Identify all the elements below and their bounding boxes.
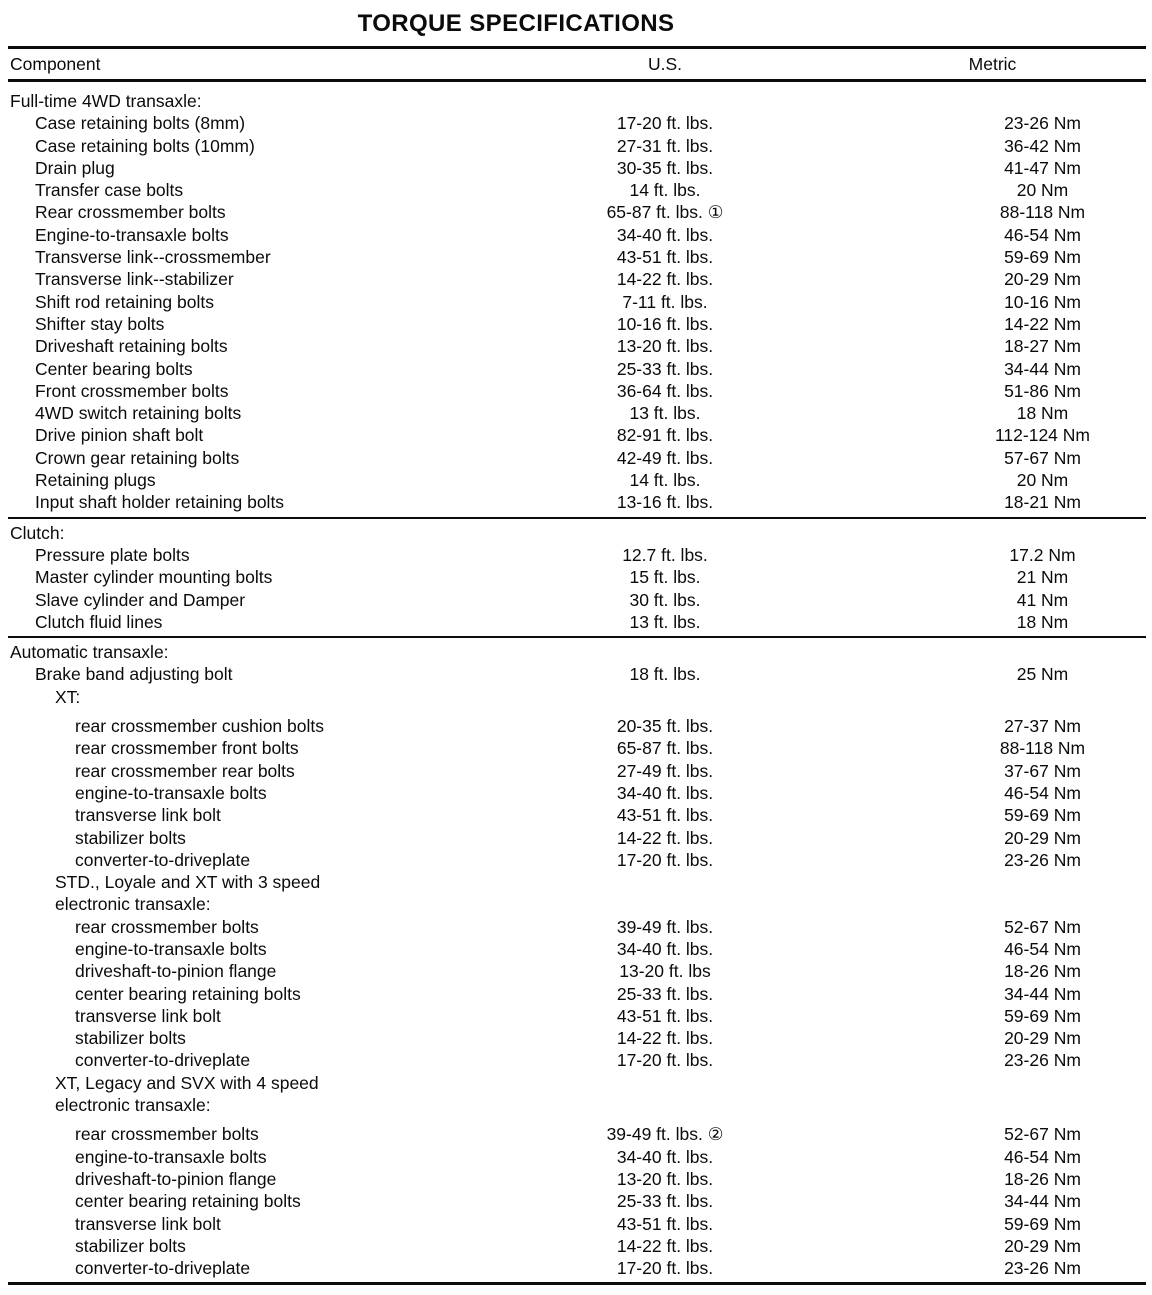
component-cell: transverse link bolt — [75, 1213, 221, 1234]
component-cell: converter-to-driveplate — [75, 1258, 251, 1279]
us-value-cell: 43-51 ft. lbs. — [616, 247, 714, 268]
table-row — [0, 737, 1152, 759]
us-value-cell — [497, 522, 833, 544]
us-value-cell — [497, 871, 833, 893]
component-cell: stabilizer bolts — [75, 1028, 186, 1049]
metric-value-cell: 18 Nm — [1016, 611, 1069, 632]
table-row — [0, 715, 1152, 737]
us-value-cell: 34-40 ft. lbs. — [616, 938, 714, 959]
table-bottom-rule — [8, 1282, 1146, 1285]
metric-value-cell — [833, 871, 1152, 893]
us-value-cell: 13-20 ft. lbs. — [616, 1168, 714, 1189]
us-value-cell — [497, 1072, 833, 1094]
table-row — [0, 491, 1152, 513]
us-value-cell: 39-49 ft. lbs. — [616, 916, 714, 937]
metric-value-cell — [833, 90, 1152, 112]
column-header-metric: Metric — [968, 53, 1017, 74]
metric-value-cell: 46-54 Nm — [1004, 782, 1081, 803]
metric-value-cell — [833, 893, 1152, 915]
component-cell: transverse link bolt — [75, 1005, 221, 1026]
component-cell: Transverse link--crossmember — [35, 247, 271, 268]
component-cell: rear crossmember cushion bolts — [75, 716, 324, 737]
metric-value-cell: 23-26 Nm — [1004, 113, 1081, 134]
us-value-cell: 13-16 ft. lbs. — [616, 492, 714, 513]
metric-value-cell: 18-21 Nm — [1004, 492, 1081, 513]
component-cell: rear crossmember rear bolts — [75, 760, 295, 781]
table-row — [0, 1123, 1152, 1145]
metric-value-cell: 34-44 Nm — [1004, 1191, 1081, 1212]
component-cell: 4WD switch retaining bolts — [35, 403, 242, 424]
us-value-cell: 65-87 ft. lbs. ① — [606, 202, 724, 223]
metric-value-cell: 59-69 Nm — [1004, 1213, 1081, 1234]
metric-value-cell: 18-26 Nm — [1004, 961, 1081, 982]
table-row — [0, 1190, 1152, 1212]
table-row — [0, 849, 1152, 871]
us-value-cell: 36-64 ft. lbs. — [616, 380, 714, 401]
component-cell: Center bearing bolts — [35, 358, 193, 379]
table-row — [0, 246, 1152, 268]
us-value-cell: 14-22 ft. lbs. — [616, 827, 714, 848]
us-value-cell: 25-33 ft. lbs. — [616, 983, 714, 1004]
column-header-component: Component — [10, 53, 101, 74]
us-value-cell: 34-40 ft. lbs. — [616, 224, 714, 245]
metric-value-cell: 34-44 Nm — [1004, 983, 1081, 1004]
component-cell: Case retaining bolts (10mm) — [35, 135, 255, 156]
table-row — [0, 663, 1152, 685]
component-cell: Brake band adjusting bolt — [35, 664, 233, 685]
table-body — [0, 90, 1152, 1279]
component-cell: Front crossmember bolts — [35, 380, 229, 401]
us-value-cell: 15 ft. lbs. — [629, 567, 701, 588]
component-cell: driveshaft-to-pinion flange — [75, 961, 277, 982]
header-bottom-rule — [8, 79, 1146, 82]
metric-value-cell: 20-29 Nm — [1004, 827, 1081, 848]
metric-value-cell: 25 Nm — [1016, 664, 1069, 685]
table-row — [0, 424, 1152, 446]
table-row — [0, 1027, 1152, 1049]
component-cell: Driveshaft retaining bolts — [35, 336, 228, 357]
component-cell: Automatic transaxle: — [10, 642, 169, 663]
metric-value-cell — [833, 1072, 1152, 1094]
metric-value-cell — [833, 522, 1152, 544]
component-cell: Input shaft holder retaining bolts — [35, 492, 285, 513]
metric-value-cell: 57-67 Nm — [1004, 447, 1081, 468]
component-cell: engine-to-transaxle bolts — [75, 938, 267, 959]
table-row — [0, 402, 1152, 424]
us-value-cell: 14 ft. lbs. — [629, 180, 701, 201]
us-value-cell: 27-31 ft. lbs. — [616, 135, 714, 156]
us-value-cell: 34-40 ft. lbs. — [616, 1146, 714, 1167]
us-value-cell: 14-22 ft. lbs. — [616, 1235, 714, 1256]
us-value-cell: 82-91 ft. lbs. — [616, 425, 714, 446]
metric-value-cell: 18-26 Nm — [1004, 1168, 1081, 1189]
us-value-cell: 13 ft. lbs. — [629, 611, 701, 632]
metric-value-cell: 37-67 Nm — [1004, 760, 1081, 781]
us-value-cell: 34-40 ft. lbs. — [616, 782, 714, 803]
us-value-cell: 43-51 ft. lbs. — [616, 1005, 714, 1026]
metric-value-cell: 10-16 Nm — [1004, 291, 1081, 312]
table-row — [0, 760, 1152, 782]
table-row — [0, 566, 1152, 588]
us-value-cell: 43-51 ft. lbs. — [616, 805, 714, 826]
us-value-cell: 30 ft. lbs. — [629, 589, 701, 610]
us-value-cell: 14-22 ft. lbs. — [616, 269, 714, 290]
table-row — [0, 686, 1152, 708]
metric-value-cell: 34-44 Nm — [1004, 358, 1081, 379]
column-header-us: U.S. — [647, 53, 683, 74]
component-cell: Full-time 4WD transaxle: — [10, 91, 202, 111]
table-row — [0, 871, 1152, 893]
component-cell: Transverse link--stabilizer — [35, 269, 234, 290]
table-row — [0, 112, 1152, 134]
table-row — [0, 1213, 1152, 1235]
table-row — [0, 1146, 1152, 1168]
metric-value-cell: 17.2 Nm — [1009, 544, 1076, 565]
component-cell: rear crossmember front bolts — [75, 738, 299, 759]
us-value-cell — [497, 893, 833, 915]
us-value-cell: 12.7 ft. lbs. — [622, 544, 708, 565]
table-row — [0, 380, 1152, 402]
table-row — [0, 313, 1152, 335]
component-cell: center bearing retaining bolts — [75, 983, 301, 1004]
table-row — [0, 611, 1152, 633]
component-cell: Engine-to-transaxle bolts — [35, 224, 229, 245]
table-row — [0, 522, 1152, 544]
component-cell: converter-to-driveplate — [75, 1050, 251, 1071]
table-header-row — [0, 49, 1152, 79]
us-value-cell: 39-49 ft. lbs. ② — [606, 1124, 724, 1145]
us-value-cell: 17-20 ft. lbs. — [616, 1050, 714, 1071]
metric-value-cell: 41 Nm — [1016, 589, 1069, 610]
component-cell: stabilizer bolts — [75, 1235, 186, 1256]
table-row — [0, 804, 1152, 826]
component-cell: electronic transaxle: — [55, 894, 211, 915]
table-row — [0, 960, 1152, 982]
table-row — [0, 179, 1152, 201]
component-cell: Pressure plate bolts — [35, 544, 190, 565]
metric-value-cell: 20-29 Nm — [1004, 1028, 1081, 1049]
us-value-cell — [497, 641, 833, 663]
table-row — [0, 893, 1152, 915]
table-row — [0, 641, 1152, 663]
us-value-cell: 10-16 ft. lbs. — [616, 313, 714, 334]
metric-value-cell: 21 Nm — [1016, 567, 1069, 588]
table-row — [0, 469, 1152, 491]
component-cell: converter-to-driveplate — [75, 849, 251, 870]
metric-value-cell — [833, 641, 1152, 663]
component-cell: engine-to-transaxle bolts — [75, 782, 267, 803]
component-cell: Master cylinder mounting bolts — [35, 567, 273, 588]
table-row — [0, 827, 1152, 849]
metric-value-cell: 52-67 Nm — [1004, 916, 1081, 937]
table-row — [0, 447, 1152, 469]
us-value-cell: 43-51 ft. lbs. — [616, 1213, 714, 1234]
table-row — [0, 983, 1152, 1005]
us-value-cell: 14 ft. lbs. — [629, 470, 701, 491]
metric-value-cell: 59-69 Nm — [1004, 805, 1081, 826]
table-row — [0, 916, 1152, 938]
component-cell: Shift rod retaining bolts — [35, 291, 214, 312]
table-row — [0, 358, 1152, 380]
component-cell: rear crossmember bolts — [75, 1124, 259, 1145]
metric-value-cell: 23-26 Nm — [1004, 849, 1081, 870]
us-value-cell: 14-22 ft. lbs. — [616, 1028, 714, 1049]
us-value-cell — [497, 90, 833, 112]
us-value-cell: 30-35 ft. lbs. — [616, 157, 714, 178]
component-cell: Drive pinion shaft bolt — [35, 425, 204, 446]
us-value-cell — [497, 686, 833, 708]
table-row — [0, 90, 1152, 112]
metric-value-cell: 20-29 Nm — [1004, 1235, 1081, 1256]
metric-value-cell: 18-27 Nm — [1004, 336, 1081, 357]
metric-value-cell — [833, 686, 1152, 708]
us-value-cell: 17-20 ft. lbs. — [616, 1258, 714, 1279]
component-cell: engine-to-transaxle bolts — [75, 1146, 267, 1167]
metric-value-cell: 23-26 Nm — [1004, 1258, 1081, 1279]
table-row — [0, 1005, 1152, 1027]
table-row — [0, 938, 1152, 960]
us-value-cell: 17-20 ft. lbs. — [616, 849, 714, 870]
component-cell: Clutch: — [10, 522, 65, 543]
us-value-cell: 25-33 ft. lbs. — [616, 1191, 714, 1212]
component-cell: Rear crossmember bolts — [35, 202, 226, 223]
metric-value-cell: 59-69 Nm — [1004, 247, 1081, 268]
us-value-cell: 65-87 ft. lbs. — [616, 738, 714, 759]
us-value-cell — [497, 1094, 833, 1116]
page-title: TORQUE SPECIFICATIONS — [357, 10, 675, 37]
us-value-cell: 20-35 ft. lbs. — [616, 716, 714, 737]
metric-value-cell: 20-29 Nm — [1004, 269, 1081, 290]
metric-value-cell: 46-54 Nm — [1004, 224, 1081, 245]
section-divider-rule — [8, 517, 1146, 519]
table-row — [0, 335, 1152, 357]
metric-value-cell: 46-54 Nm — [1004, 1146, 1081, 1167]
table-row — [0, 1072, 1152, 1094]
table-row — [0, 268, 1152, 290]
component-cell: XT: — [55, 686, 81, 707]
metric-value-cell: 41-47 Nm — [1004, 157, 1081, 178]
table-row — [0, 589, 1152, 611]
section-divider-rule — [8, 636, 1146, 638]
component-cell: Shifter stay bolts — [35, 313, 165, 334]
table-row — [0, 224, 1152, 246]
component-cell: STD., Loyale and XT with 3 speed — [55, 872, 321, 893]
component-cell: Case retaining bolts (8mm) — [35, 113, 246, 134]
table-row — [0, 1168, 1152, 1190]
component-cell: transverse link bolt — [75, 805, 221, 826]
us-value-cell: 13-20 ft. lbs. — [616, 336, 714, 357]
metric-value-cell: 88-118 Nm — [999, 738, 1086, 759]
table-row — [0, 201, 1152, 223]
component-cell: driveshaft-to-pinion flange — [75, 1168, 277, 1189]
metric-value-cell: 27-37 Nm — [1004, 716, 1081, 737]
us-value-cell: 27-49 ft. lbs. — [616, 760, 714, 781]
us-value-cell: 17-20 ft. lbs. — [616, 113, 714, 134]
table-row — [0, 782, 1152, 804]
metric-value-cell: 88-118 Nm — [999, 202, 1086, 223]
metric-value-cell: 112-124 Nm — [994, 425, 1090, 446]
metric-value-cell: 18 Nm — [1016, 403, 1069, 424]
metric-value-cell: 59-69 Nm — [1004, 1005, 1081, 1026]
us-value-cell: 18 ft. lbs. — [629, 664, 701, 685]
component-cell: center bearing retaining bolts — [75, 1191, 301, 1212]
table-row — [0, 1257, 1152, 1279]
us-value-cell: 7-11 ft. lbs. — [622, 291, 708, 312]
component-cell: Crown gear retaining bolts — [35, 447, 240, 468]
metric-value-cell: 14-22 Nm — [1004, 313, 1081, 334]
component-cell: Retaining plugs — [35, 470, 156, 491]
us-value-cell: 42-49 ft. lbs. — [616, 447, 714, 468]
metric-value-cell: 51-86 Nm — [1004, 380, 1081, 401]
metric-value-cell: 20 Nm — [1016, 470, 1069, 491]
table-row — [0, 1094, 1152, 1116]
component-cell: Clutch fluid lines — [35, 611, 163, 632]
table-row — [0, 135, 1152, 157]
us-value-cell: 13-20 ft. lbs — [619, 961, 711, 982]
table-row — [0, 1235, 1152, 1257]
metric-value-cell: 20 Nm — [1016, 180, 1069, 201]
component-cell: rear crossmember bolts — [75, 916, 259, 937]
table-row — [0, 1049, 1152, 1071]
metric-value-cell: 46-54 Nm — [1004, 938, 1081, 959]
table-row — [0, 544, 1152, 566]
component-cell: Drain plug — [35, 157, 115, 178]
us-value-cell: 25-33 ft. lbs. — [616, 358, 714, 379]
component-cell: electronic transaxle: — [55, 1095, 211, 1116]
table-row — [0, 291, 1152, 313]
component-cell: stabilizer bolts — [75, 827, 186, 848]
metric-value-cell: 52-67 Nm — [1004, 1124, 1081, 1145]
component-cell: Transfer case bolts — [35, 180, 184, 201]
table-row — [0, 157, 1152, 179]
us-value-cell: 13 ft. lbs. — [629, 403, 701, 424]
metric-value-cell: 36-42 Nm — [1004, 135, 1081, 156]
metric-value-cell — [833, 1094, 1152, 1116]
metric-value-cell: 23-26 Nm — [1004, 1050, 1081, 1071]
component-cell: XT, Legacy and SVX with 4 speed — [55, 1072, 319, 1093]
component-cell: Slave cylinder and Damper — [35, 589, 246, 610]
